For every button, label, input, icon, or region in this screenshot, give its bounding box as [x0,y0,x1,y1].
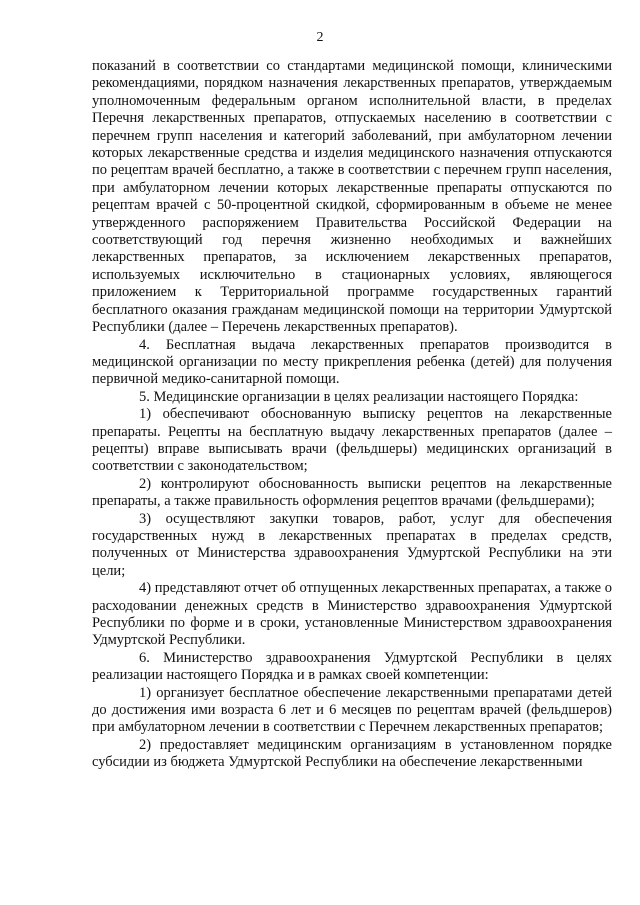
paragraph-indications-continuation: показаний в соответствии со стандартами медицинской помощи, клиническими рекомендациями, порядком назначения лекарственных препаратов, утверждаемым уполномоченным федеральным органом исполнительной власти, в пределах Перечня лекарственных препаратов, отпускаемых населению в соответствии с перечнем групп населения и категорий заболеваний, при амбулаторном лечении которых лекарственные средства и изделия медицинского назначения отпускаются по рецептам врачей бесплатно, а также в соответствии с перечнем групп населения, при амбулаторном лечении которых лекарственные препараты отпускаются по рецептам врачей с 50-процентной скидкой, сформированным в объеме не менее утвержденного распоряжением Правительства Российской Федерации на соответствующий год перечня жизненно необходимых и важнейших лекарственных препаратов, за исключением лекарственных препаратов, используемых исключительно в стационарных условиях, являющегося приложением к Территориальной программе государственных гарантий бесплатного оказания гражданам медицинской помощи на территории Удмуртской Республики (далее – Перечень лекарственных препаратов). [92,58,612,336]
paragraph-item-5-medical-organizations: 5. Медицинские организации в целях реализации настоящего Порядка: [139,388,579,405]
paragraph-item-5-4-reporting: 4) представляют отчет об отпущенных лекарственных препаратах, а также о расходовании денежных средств в Министерство здравоохранения Удмуртской Республики по форме и в сроки, установленные Министерством здравоохранения Удмуртской Республики. [92,580,612,649]
paragraph-item-5-3-procurement: 3) осуществляют закупки товаров, работ, услуг для обеспечения государственных нужд в лекарственных препаратах в пределах средств, полученных от Министерства здравоохранения Удмуртской Республики на эти цели; [92,510,612,579]
paragraph-item-6-1-organizes: 1) организует бесплатное обеспечение лекарственными препаратами детей до достижения ими возраста 6 лет и 6 месяцев по рецептам врачей (фельдшеров) при амбулаторном лечении в соответствии с Перечнем лекарственных препаратов; [92,684,612,736]
paragraph-item-6-2-subsidies: 2) предоставляет медицинским организациям в установленном порядке субсидии из бюджета Удмуртской Республики на обеспечение лекарственными [92,736,612,771]
paragraph-item-5-2-control: 2) контролируют обоснованность выписки рецептов на лекарственные препараты, а также правильность оформления рецептов врачами (фельдшерами); [92,475,612,510]
document-body [92,58,612,772]
paragraph-item-6-ministry: 6. Министерство здравоохранения Удмуртской Республики в целях реализации настоящего Порядка и в рамках своей компетенции: [92,649,612,684]
paragraph-item-4-free-dispensing: 4. Бесплатная выдача лекарственных препаратов производится в медицинской организации по месту прикрепления ребенка (детей) для получения первичной медико-санитарной помощи. [92,336,612,388]
paragraph-item-5-1-prescriptions: 1) обеспечивают обоснованную выписку рецептов на лекарственные препараты. Рецепты на бесплатную выдачу лекарственных препаратов (далее – рецепты) вправе выписывать врачи (фельдшеры) медицинских организаций в соответствии с законодательством; [92,406,612,475]
page-number: 2 [316,30,324,45]
